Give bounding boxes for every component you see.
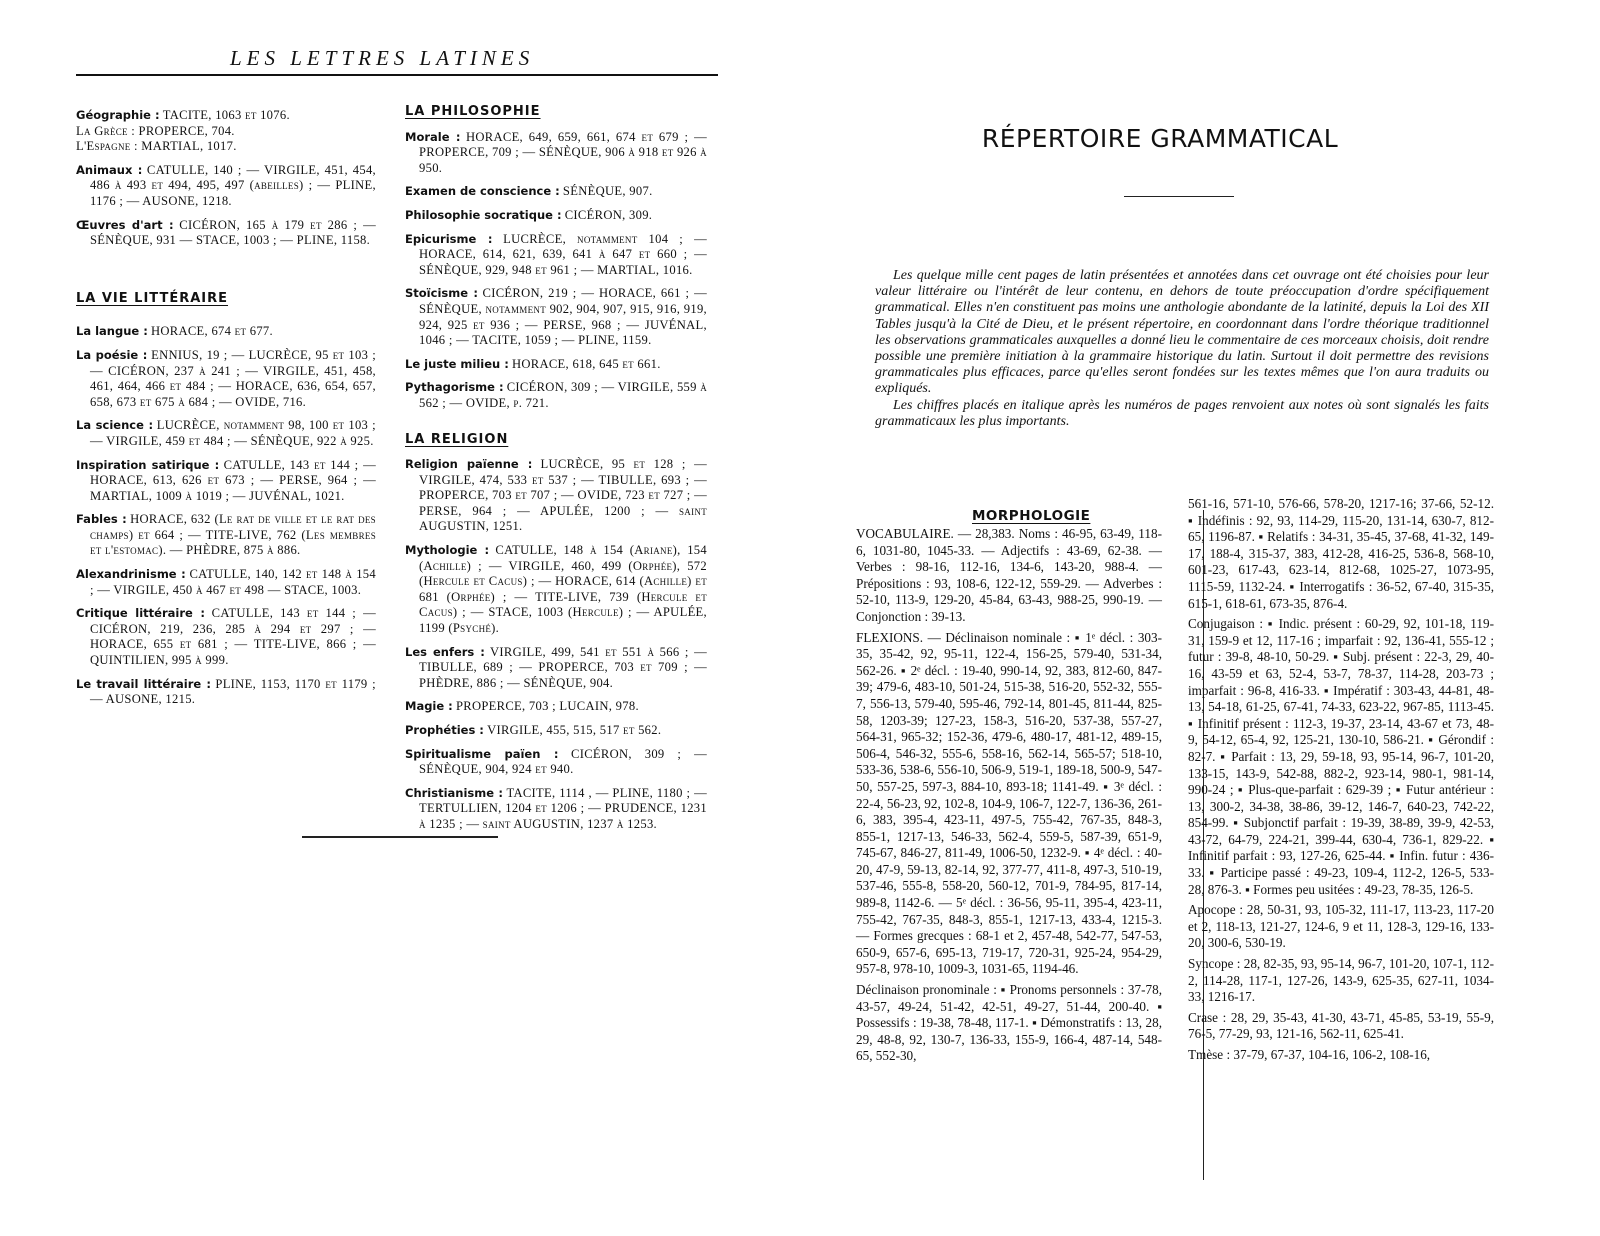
left-column-b xyxy=(405,104,707,841)
section-heading-philosophie: LA PHILOSOPHIE xyxy=(405,104,541,119)
entry-keyword: Pythagorisme : xyxy=(405,380,504,395)
header-rule xyxy=(76,74,718,76)
entry-references: TACITE, 1063 et 1076. xyxy=(162,108,290,122)
index-entry xyxy=(405,699,707,715)
index-entry xyxy=(76,567,376,598)
entry-references: HORACE, 618, 645 et 661. xyxy=(511,356,661,371)
entry-keyword: La poésie : xyxy=(76,347,148,362)
section-heading-religion: LA RELIGION xyxy=(405,431,509,447)
entry-keyword: La langue : xyxy=(76,324,148,339)
index-entry xyxy=(76,139,376,155)
intro-paragraph: Les quelque mille cent pages de latin présentées et annotées dans cet ouvrage ont été choisies pour leur valeur littéraire ou l'intérêt de leur contenu, en dehors de toute préoccupation d'ordre spécifiquement grammatical. Elles n'en constituent pas moins une anthologie abondante de la latinité, depuis la Loi des XII Tables jusqu'à la Cité de Dieu, et le présent répertoire, en coordonnant dans l'ordre théorique traditionnel les observations grammaticales auxquelles a donné lieu le commentaire de ces morceaux choisis, doit rendre possible une première initiation à la grammaire historique du latin. Surtout il doit permettre des revisions grammaticales plus efficaces, parce qu'elles seront fondées sur les textes mêmes que l'on aura traduits ou expliqués. xyxy=(875,268,1489,397)
index-entry xyxy=(405,457,707,535)
entry-references: ENNIUS, 19 ; — LUCRÈCE, 95 et 103 ; — CICÉRON, 237 à 241 ; — VIRGILE, 451, 458, 461, 464, 466 et 484 ; — HORACE, 636, 654, 657, 658, 673 et 675 à 684 ; — OVIDE, 716. xyxy=(90,347,376,409)
entry-references: SÉNÈQUE, 907. xyxy=(562,184,653,199)
entry-keyword: Magie : xyxy=(405,699,453,714)
section-heading-vie-litteraire: LA VIE LITTÉRAIRE xyxy=(76,290,229,306)
index-entry xyxy=(76,108,376,124)
title-rule xyxy=(1124,196,1234,197)
entry-keyword: Religion païenne : xyxy=(405,457,533,472)
index-entry xyxy=(76,418,376,449)
section-heading-morphologie: MORPHOLOGIE xyxy=(972,508,1091,524)
entry-references: LUCRÈCE, notamment 104 ; — HORACE, 614, 621, 639, 641 à 647 et 660 ; — SÉNÈQUE, 929, 948 et 961 ; — MARTIAL, 1016. xyxy=(419,231,707,277)
running-title: LES LETTRES LATINES xyxy=(230,46,535,70)
entry-keyword: Examen de conscience : xyxy=(405,184,560,199)
entry-references: CICÉRON, 219 ; — HORACE, 661 ; — SÉNÈQUE, notamment 902, 904, 907, 915, 916, 919, 924, 925 et 936 ; — PERSE, 968 ; — JUVÉNAL, 1046 ; — TACITE, 1059 ; — PLINE, 1159. xyxy=(419,286,707,348)
grammar-column-1 xyxy=(856,526,1162,1069)
entry-keyword: La science : xyxy=(76,418,154,433)
index-entry xyxy=(405,357,707,373)
entry-keyword: Les enfers : xyxy=(405,644,485,659)
index-entry xyxy=(76,124,376,140)
index-entry xyxy=(405,208,707,224)
entry-references: TACITE, 1114 , — PLINE, 1180 ; — TERTULLIEN, 1204 et 1206 ; — PRUDENCE, 1231 à 1235 ; — saint AUGUSTIN, 1237 à 1253. xyxy=(419,785,707,831)
entry-references: HORACE, 674 et 677. xyxy=(150,324,273,339)
grammar-paragraph: Crase : 28, 29, 35-43, 41-30, 43-71, 45-85, 53-19, 55-9, 76-5, 77-29, 93, 121-16, 562-11, 625-41. xyxy=(1188,1009,1494,1042)
entry-keyword: Géographie : xyxy=(76,108,160,122)
grammar-paragraph: FLEXIONS. — Déclinaison nominale : ▪ 1ᵉ décl. : 303-35, 35-42, 92, 95-11, 122-4, 156-25, 579-40, 531-34, 562-26. ▪ 2ᵉ décl. : 19-40, 990-14, 92, 383, 812-60, 847-39; 479-6, 483-10, 501-24, 515-38, 516-20, 552-32, 555-7, 556-13, 579-40, 595-46, 792-14, 801-45, 811-44, 825-58, 1203-39; 127-23, 158-3, 516-20, 537-38, 557-27, 564-31, 965-32; 152-36, 479-6, 480-17, 481-12, 489-15, 506-4, 546-32, 555-6, 558-16, 562-14, 565-57; 518-10, 533-36, 538-6, 556-10, 506-9, 519-1, 189-18, 500-9, 547-50, 557-25, 597-3, 884-10, 893-18; 1141-49. ▪ 3ᵉ décl. : 22-4, 56-23, 92, 102-8, 104-9, 106-7, 122-7, 136-36, 261-6, 383, 395-4, 423-11, 497-5, 755-42, 767-35, 848-3, 855-1, 1217-13, 546-33, 562-4, 559-5, 587-39, 651-9, 745-67, 846-27, 811-49, 1006-50, 1232-9. ▪ 4ᵉ décl. : 40-20, 47-9, 59-13, 82-14, 92, 377-77, 411-8, 497-3, 510-19, 537-46, 555-8, 558-20, 560-12, 701-9, 784-95, 817-14, 989-8, 1142-6. — 5ᵉ décl. : 36-56, 95-11, 395-4, 423-11, 755-42, 767-35, 848-3, 855-1, 1217-13, 433-4, 1215-3. — Formes grecques : 68-1 et 2, 457-48, 542-77, 547-53, 650-9, 657-6, 695-13, 719-17, 720-31, 925-24, 954-29, 957-8, 978-10, 1009-3, 1031-65, 1194-46. xyxy=(856,629,1162,977)
index-entry xyxy=(405,786,707,833)
entry-keyword: Le juste milieu : xyxy=(405,356,509,371)
entry-references: CICÉRON, 309 ; — VIRGILE, 559 à 562 ; — OVIDE, p. 721. xyxy=(419,380,707,410)
index-entry xyxy=(405,380,707,411)
entries-list xyxy=(405,457,707,832)
entry-keyword: Mythologie : xyxy=(405,543,490,558)
grammar-column-2 xyxy=(1188,496,1494,1068)
entry-references: CATULLE, 140 ; — VIRGILE, 451, 454, 486 à 493 et 494, 495, 497 (abeilles) ; — PLINE, 1176 ; — AUSONE, 1218. xyxy=(90,162,376,208)
entry-keyword: Spiritualisme païen : xyxy=(405,746,559,761)
entry-references: CATULLE, 143 et 144 ; — HORACE, 613, 626 et 673 ; — PERSE, 964 ; — MARTIAL, 1009 à 1019 ; — JUVÉNAL, 1021. xyxy=(90,457,376,503)
intro-paragraph: Les chiffres placés en italique après les numéros de pages renvoient aux notes où sont signalés les faits grammaticaux les plus importants. xyxy=(875,397,1489,429)
index-entry xyxy=(76,606,376,668)
entry-keyword: Stoïcisme : xyxy=(405,286,478,301)
entry-keyword: Prophéties : xyxy=(405,723,484,737)
entry-keyword: Le travail littéraire : xyxy=(76,676,212,691)
grammar-paragraph: Apocope : 28, 50-31, 93, 105-32, 111-17, 113-23, 117-20 et 2, 118-13, 121-27, 124-6, 9 et 11, 128-3, 129-16, 133-20, 300-6, 530-19. xyxy=(1188,902,1494,951)
entries-list xyxy=(405,130,707,412)
index-entry xyxy=(405,723,707,739)
end-rule xyxy=(302,836,498,838)
entry-references: CATULLE, 140, 142 et 148 à 154 ; — VIRGILE, 450 à 467 et 498 — STACE, 1003. xyxy=(90,567,376,597)
index-entry xyxy=(76,163,376,210)
entry-references: CICÉRON, 309 ; — SÉNÈQUE, 904, 924 et 940. xyxy=(419,746,707,777)
entries-list xyxy=(76,324,376,707)
index-entry xyxy=(405,130,707,177)
entry-keyword: Critique littéraire : xyxy=(76,606,205,621)
entry-keyword: Alexandrinisme : xyxy=(76,567,186,582)
entry-keyword: Fables : xyxy=(76,512,127,527)
entry-references: La Grèce : PROPERCE, 704. xyxy=(76,123,235,138)
grammar-paragraph: Conjugaison : ▪ Indic. présent : 60-29, 92, 101-18, 119-31, 159-9 et 12, 117-16 ; imparfait : 92, 136-41, 555-12 ; futur : 39-8, 48-10, 50-29. ▪ Subj. présent : 22-3, 29, 40-16, 43-59 et 63, 52-4, 53-7, 78-37, 114-28, 203-73 ; imparfait : 96-8, 416-33. ▪ Impératif : 303-43, 44-81, 48-13, 54-18, 61-25, 67-41, 74-33, 623-22, 967-85, 1113-45. ▪ Infinitif présent : 112-3, 19-37, 23-14, 43-67 et 73, 48-9, 54-12, 65-4, 92, 125-21, 130-10, 586-21. ▪ Gérondif : 82-7. ▪ Parfait : 13, 29, 59-18, 93, 95-14, 96-7, 101-20, 133-15, 143-9, 542-88, 882-2, 923-14, 980-1, 981-14, 990-24 ; ▪ Plus-que-parfait : 629-39 ; ▪ Futur antérieur : 13, 300-2, 34-38, 38-86, 39-12, 146-7, 640-23, 742-22, 854-99. ▪ Subjonctif parfait : 19-39, 38-89, 39-9, 42-53, 43-72, 64-79, 224-21, 399-44, 630-4, 736-1, 829-22. ▪ Infinitif parfait : 93, 127-26, 625-44. ▪ Infin. futur : 436-33. ▪ Participe passé : 49-23, 109-4, 112-2, 126-5, 533-28, 876-3. ▪ Formes peu usitées : 49-23, 78-35, 126-5. xyxy=(1188,616,1494,897)
grammar-paragraph: 561-16, 571-10, 576-66, 578-20, 1217-16; 37-66, 52-12. ▪ Indéfinis : 92, 93, 114-29, 115-20, 131-14, 630-7, 812-65, 1196-87. ▪ Relatifs : 34-31, 35-45, 37-68, 41-32, 149-17, 188-4, 315-37, 383, 412-28, 416-25, 536-8, 568-10, 601-23, 617-43, 623-14, 812-68, 1025-27, 1073-95, 1115-59, 1132-24. ▪ Interrogatifs : 36-52, 67-40, 315-35, 615-1, 618-61, 673-35, 876-4. xyxy=(1188,496,1494,611)
grammar-paragraph: VOCABULAIRE. — 28,383. Noms : 46-95, 63-49, 118-6, 1031-80, 1045-33. — Adjectifs : 43-69, 62-38. — Verbes : 98-16, 112-16, 134-6, 143-20, 988-4. — Prépositions : 93, 108-6, 122-12, 559-29. — Adverbes : 52-10, 113-9, 129-20, 45-84, 63-43, 988-25, 990-19. — Conjonction : 39-13. xyxy=(856,526,1162,624)
entry-references: LUCRÈCE, notamment 98, 100 et 103 ; — VIRGILE, 459 et 484 ; — SÉNÈQUE, 922 à 925. xyxy=(90,418,376,448)
entry-references: VIRGILE, 455, 515, 517 et 562. xyxy=(487,723,662,737)
entry-references: PROPERCE, 703 ; LUCAIN, 978. xyxy=(455,699,639,714)
entry-references: HORACE, 649, 659, 661, 674 et 679 ; — PROPERCE, 709 ; — SÉNÈQUE, 906 à 918 et 926 à 950. xyxy=(419,129,707,175)
grammar-paragraph: Tmèse : 37-79, 67-37, 104-16, 106-2, 108-16, xyxy=(1188,1047,1431,1062)
entry-references: CICÉRON, 309. xyxy=(564,207,653,222)
entries-list xyxy=(76,108,376,249)
index-entry xyxy=(76,324,376,340)
index-entry xyxy=(76,218,376,249)
entry-keyword: Animaux : xyxy=(76,162,143,177)
entry-keyword: Christianisme : xyxy=(405,785,503,800)
entry-references: CATULLE, 143 et 144 ; — CICÉRON, 219, 236, 285 à 294 et 297 ; — HORACE, 655 et 681 ; — TITE-LIVE, 866 ; — QUINTILIEN, 995 à 999. xyxy=(90,606,376,668)
index-entry xyxy=(405,747,707,778)
entry-references: VIRGILE, 499, 541 et 551 à 566 ; — TIBULLE, 689 ; — PROPERCE, 703 et 709 ; — PHÈDRE, 886 ; — SÉNÈQUE, 904. xyxy=(419,644,707,690)
grammar-paragraph: Syncope : 28, 82-35, 93, 95-14, 96-7, 101-20, 107-1, 112-2, 114-28, 117-1, 127-26, 143-9, 625-35, 627-11, 1034-33, 1216-17. xyxy=(1188,956,1494,1005)
entry-references: L'Espagne : MARTIAL, 1017. xyxy=(76,139,237,154)
index-entry xyxy=(76,512,376,559)
left-column-a xyxy=(76,108,376,716)
entry-keyword: Philosophie socratique : xyxy=(405,207,562,222)
grammar-paragraph: Déclinaison pronominale : ▪ Pronoms personnels : 37-78, 43-57, 49-24, 51-42, 42-51, 49-27, 51-44, 200-40. ▪ Possessifs : 19-38, 78-48, 117-1. ▪ Démonstratifs : 13, 28, 29, 48-8, 92, 130-7, 136-33, 155-9, 166-4, 487-14, 548-65, 552-30, xyxy=(856,982,1162,1064)
entry-references: CATULLE, 148 à 154 (Ariane), 154 (Achille) ; — VIRGILE, 460, 499 (Orphée), 572 (Hercule et Cacus) ; — HORACE, 614 (Achille) et 681 (Orphée) ; — TITE-LIVE, 739 (Hercule et Cacus) ; — STACE, 1003 (Hercule) ; — APULÉE, 1199 (Psyché). xyxy=(419,543,707,636)
index-entry xyxy=(405,184,707,200)
index-entry xyxy=(405,645,707,692)
entry-keyword: Epicurisme : xyxy=(405,231,493,246)
entry-references: LUCRÈCE, 95 et 128 ; — VIRGILE, 474, 533 et 537 ; — TIBULLE, 693 ; — PROPERCE, 703 et 707 ; — OVIDE, 723 et 727 ; — PERSE, 964 ; — APULÉE, 1200 ; — saint AUGUSTIN, 1251. xyxy=(419,457,707,534)
entry-references: PLINE, 1153, 1170 et 1179 ; — AUSONE, 1215. xyxy=(90,676,376,707)
index-entry xyxy=(405,286,707,348)
index-entry xyxy=(76,348,376,410)
entry-keyword: Œuvres d'art : xyxy=(76,217,174,232)
index-entry xyxy=(76,458,376,505)
entry-keyword: Inspiration satirique : xyxy=(76,457,220,472)
index-entry xyxy=(76,677,376,708)
introduction xyxy=(875,268,1489,430)
entry-keyword: Morale : xyxy=(405,129,461,144)
entry-references: CICÉRON, 165 à 179 et 286 ; — SÉNÈQUE, 931 — STACE, 1003 ; — PLINE, 1158. xyxy=(90,217,376,248)
entry-references: HORACE, 632 (Le rat de ville et le rat des champs) et 664 ; — TITE-LIVE, 762 (Les membres et l'estomac). — PHÈDRE, 875 à 886. xyxy=(90,512,376,558)
page-title: RÉPERTOIRE GRAMMATICAL xyxy=(981,124,1339,153)
index-entry xyxy=(405,232,707,279)
index-entry xyxy=(405,543,707,637)
